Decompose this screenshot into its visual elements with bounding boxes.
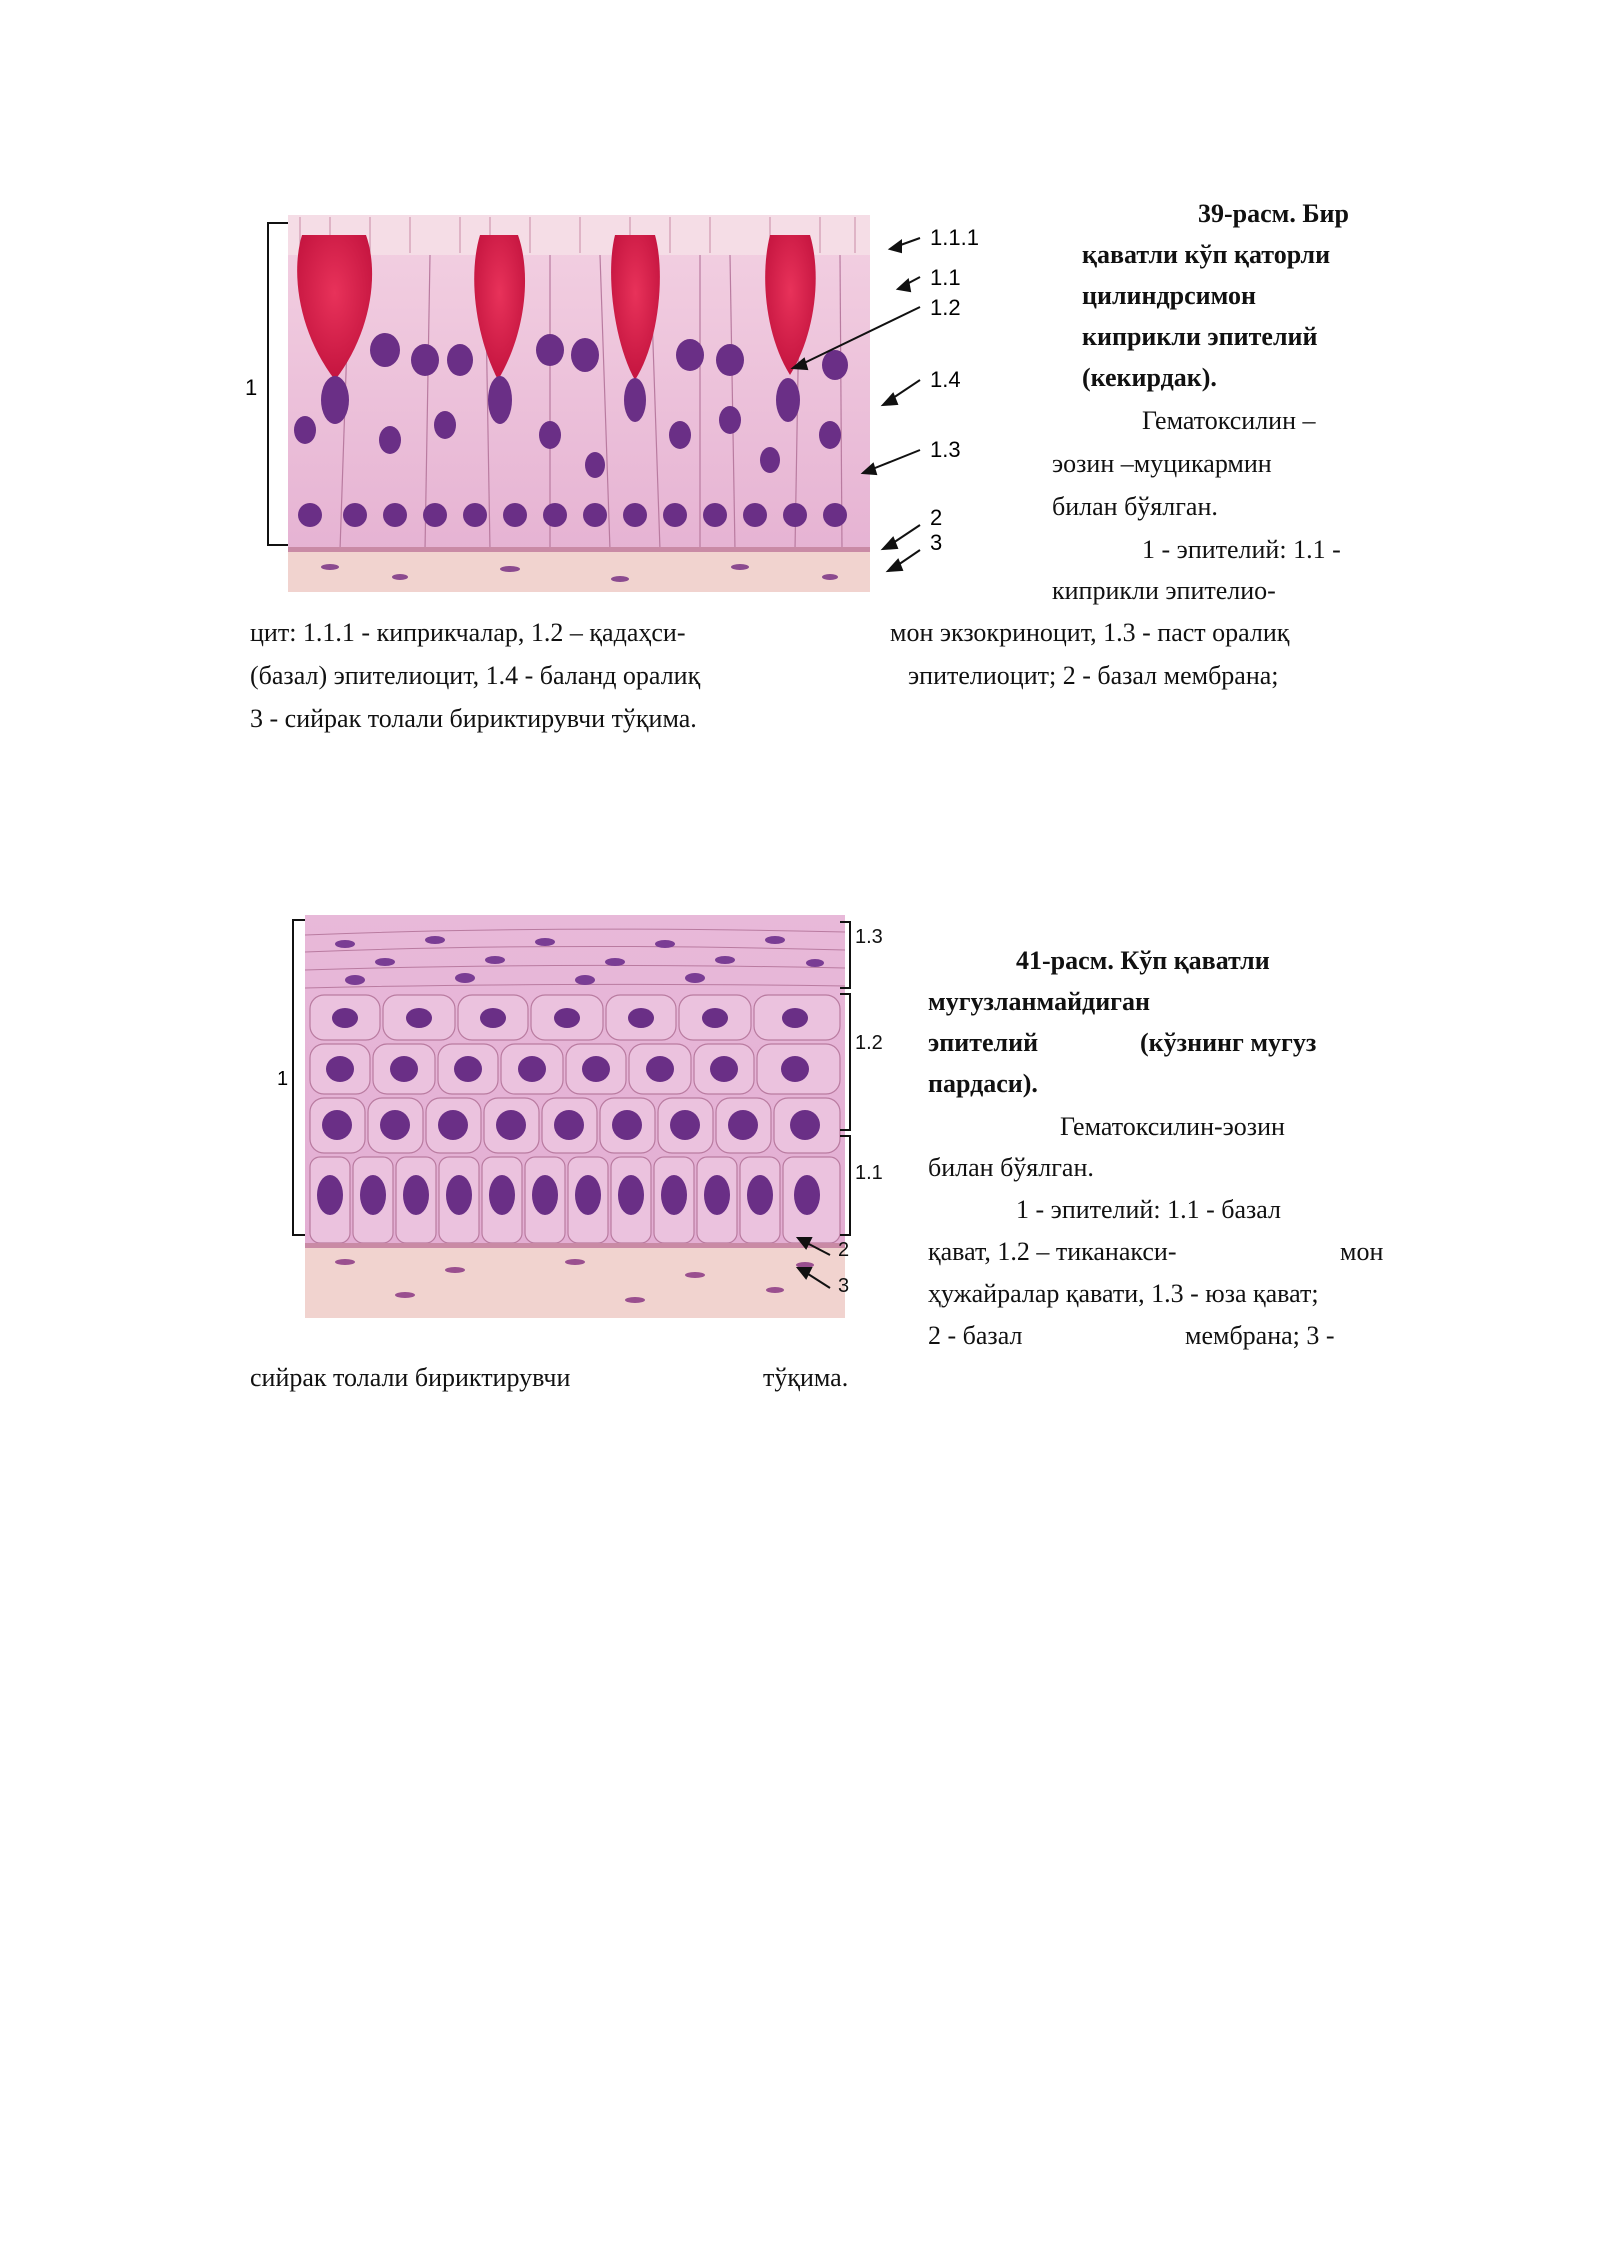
caption-legend-line: 1 - эпителий: 1.1 -: [1142, 535, 1341, 564]
label-2: 2: [930, 505, 943, 530]
caption-title-line: (кекирдак).: [1082, 363, 1217, 392]
label-1: 1: [245, 375, 258, 400]
basal-membrane: [288, 547, 870, 552]
caption-title-line: қаватли кўп қаторли: [1082, 240, 1331, 269]
caption-legend-line: 1 - эпителий: 1.1 - базал: [1016, 1195, 1282, 1224]
label-3: 3: [930, 530, 943, 555]
caption-legend-line: эпителиоцит; 2 - базал мембрана;: [908, 661, 1279, 690]
caption-legend-line: цит: 1.1.1 - киприкчалар, 1.2 – қадаҳси-: [250, 618, 686, 647]
caption-title-line: эпителий: [928, 1028, 1039, 1057]
label-1-3: 1.3: [930, 437, 961, 462]
label-1-1: 1.1: [855, 1162, 883, 1184]
caption-legend-line: сийрак толали бириктирувчи: [250, 1363, 571, 1392]
caption-legend-line: 2 - базал: [928, 1321, 1023, 1350]
caption-legend-line: (базал) эпителиоцит, 1.4 - баланд оралиқ: [250, 661, 701, 690]
caption-legend-line: қават, 1.2 – тиканакси-: [928, 1237, 1177, 1266]
figure-41-illustration: [255, 890, 855, 1330]
caption-stain-line: Гематоксилин –: [1142, 406, 1316, 435]
label-1-1: 1.1: [930, 265, 961, 290]
caption-title-line: пардаси).: [928, 1069, 1038, 1098]
bracket-epithelium: [293, 920, 305, 1235]
figure-39-illustration: [230, 195, 1010, 605]
caption-title-line: мугузланмайдиган: [928, 987, 1150, 1016]
caption-legend-line: мон: [1340, 1237, 1384, 1266]
caption-stain-line: билан бўялган.: [928, 1153, 1094, 1182]
caption-stain-line: билан бўялган.: [1052, 492, 1218, 521]
label-1: 1: [277, 1068, 289, 1090]
label-1-4: 1.4: [930, 367, 961, 392]
caption-legend-line: ҳужайралар қавати, 1.3 - юза қават;: [928, 1279, 1319, 1308]
caption-legend-line: 3 - сийрак толали бириктирувчи тўқима.: [250, 704, 697, 733]
label-2: 2: [838, 1239, 850, 1261]
label-1-1-1: 1.1.1: [930, 225, 979, 250]
bracket-epithelium: [268, 223, 288, 545]
label-1-3: 1.3: [855, 926, 883, 948]
connective-tissue: [305, 1248, 845, 1318]
basal-membrane: [305, 1243, 845, 1248]
label-3: 3: [838, 1275, 850, 1297]
caption-title-line: цилиндрсимон: [1082, 281, 1256, 310]
label-1-2: 1.2: [930, 295, 961, 320]
caption-title-line: (кўзнинг мугуз: [1140, 1028, 1317, 1057]
connective-tissue: [288, 552, 870, 592]
caption-legend-line: тўқима.: [763, 1363, 849, 1392]
caption-stain-line: Гематоксилин-эозин: [1060, 1112, 1285, 1141]
caption-legend-line: мон экзокриноцит, 1.3 - паст оралиқ: [890, 618, 1290, 647]
caption-legend-line: киприкли эпителио-: [1052, 576, 1276, 605]
label-1-2: 1.2: [855, 1032, 883, 1054]
caption-legend-line: мембрана; 3 -: [1185, 1321, 1335, 1350]
caption-title-line: 41-расм. Кўп қаватли: [1016, 946, 1270, 975]
caption-title-line: 39-расм. Бир: [1198, 199, 1349, 228]
caption-stain-line: эозин –муцикармин: [1052, 449, 1272, 478]
caption-title-line: киприкли эпителий: [1082, 322, 1318, 351]
